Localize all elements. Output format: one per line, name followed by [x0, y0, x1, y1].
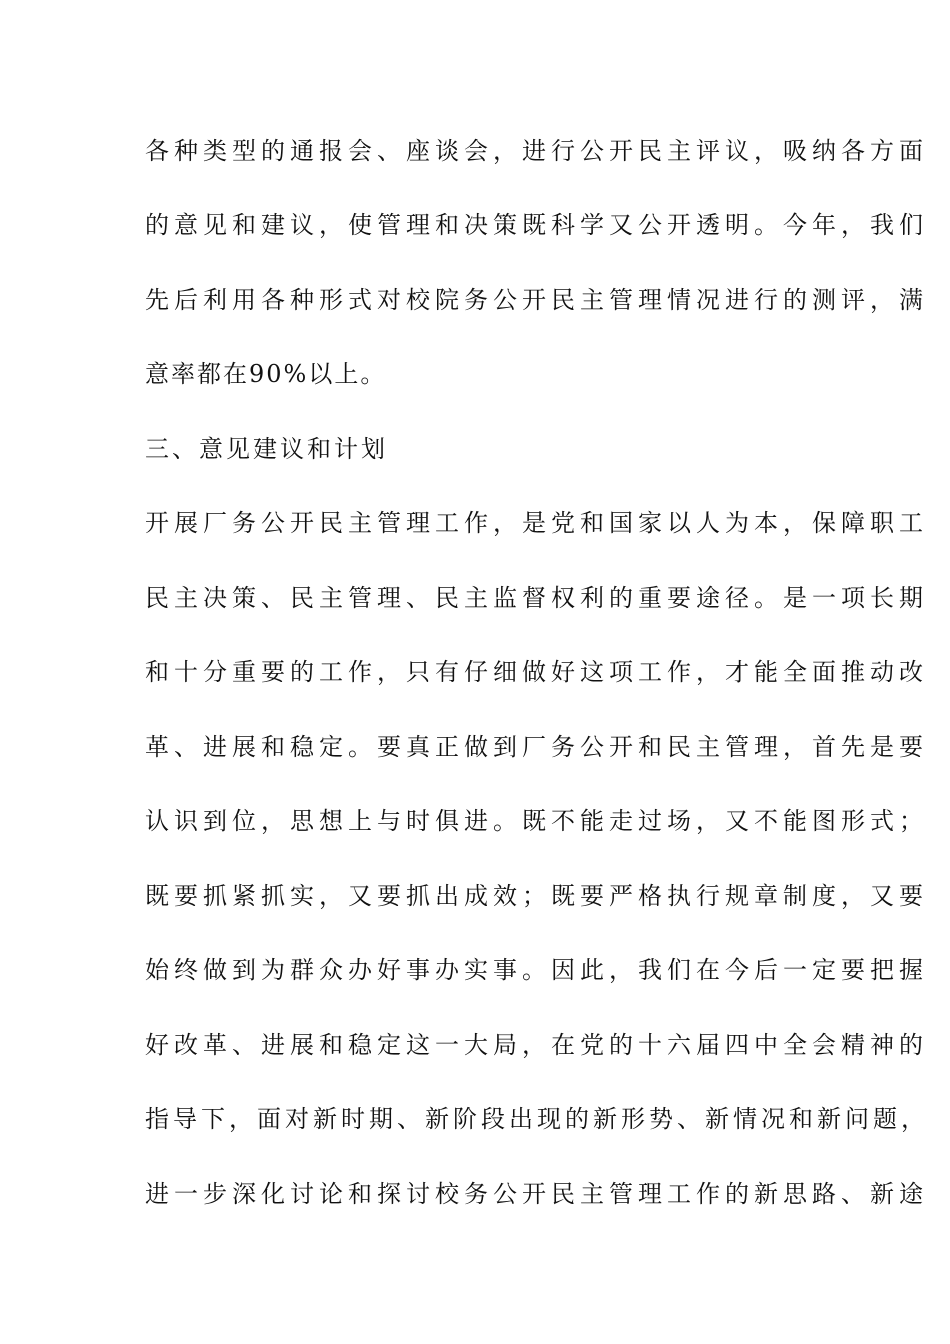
- text-line: 民主决策、民主管理、民主监督权利的重要途径。是一项长期: [145, 584, 928, 612]
- text-line: 和十分重要的工作，只有仔细做好这项工作，才能全面推动改: [145, 658, 928, 686]
- text-line: 既要抓紧抓实，又要抓出成效；既要严格执行规章制度，又要: [145, 882, 928, 910]
- text-line: 指导下，面对新时期、新阶段出现的新形势、新情况和新问题，: [145, 1105, 929, 1133]
- text-line: 革、进展和稳定。要真正做到厂务公开和民主管理，首先是要: [145, 733, 928, 761]
- text-line: 的意见和建议，使管理和决策既科学又公开透明。今年，我们: [145, 211, 928, 239]
- text-line: 开展厂务公开民主管理工作，是党和国家以人为本，保障职工: [145, 509, 928, 537]
- text-line: 进一步深化讨论和探讨校务公开民主管理工作的新思路、新途: [145, 1180, 928, 1208]
- section-heading: 三、意见建议和计划: [145, 435, 388, 463]
- text-line: 先后利用各种形式对校院务公开民主管理情况进行的测评，满: [145, 286, 928, 314]
- text-line: 始终做到为群众办好事办实事。因此，我们在今后一定要把握: [145, 956, 928, 984]
- text-line: 各种类型的通报会、座谈会，进行公开民主评议，吸纳各方面: [145, 137, 928, 165]
- text-line: 认识到位，思想上与时俱进。既不能走过场，又不能图形式；: [145, 807, 928, 835]
- text-line: 好改革、进展和稳定这一大局，在党的十六届四中全会精神的: [145, 1031, 928, 1059]
- text-line: 意率都在90%以上。: [145, 360, 387, 388]
